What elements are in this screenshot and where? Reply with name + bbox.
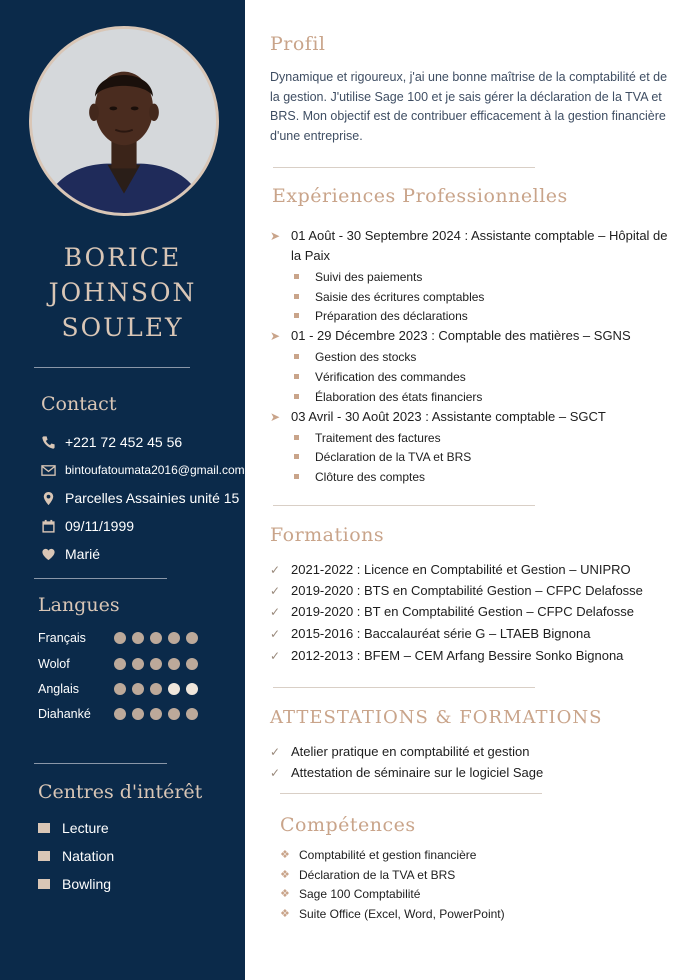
name-line-2: JOHNSON [48, 278, 197, 307]
interest-item [38, 818, 109, 838]
language-level [114, 632, 198, 644]
language-level [114, 708, 198, 720]
square-bullet-icon [294, 394, 299, 399]
diamond-bullet-icon: ❖ [280, 869, 290, 881]
education-item [270, 602, 634, 622]
phone-icon [40, 434, 56, 450]
skill-text: Comptabilité et gestion financière [299, 848, 477, 862]
language-name: Français [38, 631, 86, 645]
name-line-3: SOULEY [61, 313, 184, 342]
level-dot [150, 658, 162, 670]
education-text: 2019-2020 : BT en Comptabilité Gestion – CFPC Delafosse [291, 604, 634, 619]
experience-title: Expériences Professionnelles [272, 185, 568, 207]
language-row [38, 704, 218, 724]
level-dot [168, 632, 180, 644]
divider [273, 687, 535, 688]
level-dot [150, 683, 162, 695]
checkmark-icon: ✓ [270, 563, 281, 577]
square-bullet-icon [294, 435, 299, 440]
level-dot [132, 632, 144, 644]
education-text: 2019-2020 : BTS en Comptabilité Gestion – CFPC Delafosse [291, 583, 643, 598]
interest-label: Bowling [62, 876, 112, 892]
level-dot [114, 632, 126, 644]
level-dot [114, 708, 126, 720]
level-dot [168, 708, 180, 720]
experience-task [294, 268, 422, 286]
level-dot [150, 708, 162, 720]
language-level [114, 683, 198, 695]
interest-item [38, 846, 114, 866]
envelope-icon [40, 462, 56, 478]
heart-icon [40, 546, 56, 562]
task-text: Suivi des paiements [315, 270, 423, 284]
contact-title: Contact [41, 393, 117, 415]
education-text: 2015-2016 : Baccalauréat série G – LTAEB Bignona [291, 626, 591, 641]
experience-task [294, 288, 484, 306]
experience-task [294, 468, 425, 486]
name-line-1: BORICE [63, 243, 182, 272]
level-dot [168, 683, 180, 695]
portrait-image [32, 29, 216, 213]
language-row [38, 679, 218, 699]
experience-heading [270, 407, 680, 427]
task-text: Élaboration des états financiers [315, 390, 483, 404]
square-bullet-icon [294, 454, 299, 459]
task-text: Déclaration de la TVA et BRS [315, 450, 472, 464]
square-bullet-icon [294, 294, 299, 299]
checkmark-icon: ✓ [270, 766, 281, 780]
arrow-icon: ➤ [270, 410, 281, 424]
education-title: Formations [270, 524, 385, 546]
square-bullet-icon [294, 313, 299, 318]
level-dot [132, 708, 144, 720]
languages-title: Langues [38, 594, 120, 616]
contact-email [40, 459, 245, 481]
birthdate-text: 09/11/1999 [65, 518, 135, 534]
interest-label: Lecture [62, 820, 109, 836]
square-bullet-icon [38, 879, 50, 889]
language-level [114, 658, 198, 670]
divider [34, 578, 167, 579]
location-pin-icon [40, 490, 56, 506]
level-dot [186, 658, 198, 670]
education-text: 2021-2022 : Licence en Comptabilité et Gestion – UNIPRO [291, 562, 631, 577]
skills-title: Compétences [280, 814, 416, 836]
level-dot [114, 658, 126, 670]
checkmark-icon: ✓ [270, 584, 281, 598]
square-bullet-icon [294, 354, 299, 359]
status-text: Marié [65, 546, 101, 562]
divider [34, 367, 190, 368]
diamond-bullet-icon: ❖ [280, 908, 290, 920]
experience-task [294, 368, 466, 386]
interest-label: Natation [62, 848, 115, 864]
interests-title: Centres d'intérêt [38, 781, 203, 803]
experience-task [294, 429, 441, 447]
divider [280, 793, 542, 794]
skill-item [280, 885, 420, 904]
level-dot [132, 658, 144, 670]
attestations-title: ATTESTATIONS & FORMATIONS [270, 707, 603, 728]
education-text: 2012-2013 : BFEM – CEM Arfang Bessire Sonko Bignona [291, 648, 624, 663]
education-item [270, 624, 590, 644]
task-text: Vérification des commandes [315, 370, 466, 384]
address-text: Parcelles Assainies unité 15 [65, 490, 240, 506]
attestation-text: Attestation de séminaire sur le logiciel Sage [291, 765, 544, 780]
profile-text: Dynamique et rigoureux, j'ai une bonne maîtrise de la comptabilité et de la gestion. J'utilise Sage 100 et je sais gérer la déclaration de la TVA et BRS. Mon objectif est de contribuer efficacement à la gestion financière d'une entreprise. [270, 70, 668, 143]
sidebar [0, 0, 245, 980]
contact-address [40, 487, 239, 509]
square-bullet-icon [38, 851, 50, 861]
experience-task [294, 307, 468, 325]
experience-heading-text: 03 Avril - 30 Août 2023 : Assistante comptable – SGCT [291, 409, 606, 424]
square-bullet-icon [294, 274, 299, 279]
divider [273, 167, 535, 168]
arrow-icon: ➤ [270, 329, 281, 343]
profile-photo [29, 26, 219, 216]
divider [34, 763, 167, 764]
experience-task [294, 388, 482, 406]
divider [273, 505, 535, 506]
experience-task [294, 348, 416, 366]
level-dot [168, 658, 180, 670]
experience-heading [270, 226, 680, 266]
task-text: Gestion des stocks [315, 350, 417, 364]
education-item [270, 560, 631, 580]
experience-heading-text: 01 Août - 30 Septembre 2024 : Assistante comptable – Hôpital de la Paix [291, 228, 668, 263]
language-row [38, 628, 218, 648]
calendar-icon [40, 518, 56, 534]
level-dot [186, 632, 198, 644]
experience-heading [270, 326, 680, 346]
skill-text: Sage 100 Comptabilité [299, 887, 421, 901]
attestation-text: Atelier pratique en comptabilité et gestion [291, 744, 530, 759]
contact-phone [40, 431, 182, 453]
square-bullet-icon [294, 374, 299, 379]
language-row [38, 654, 218, 674]
contact-birthdate [40, 515, 134, 537]
attestation-item [270, 763, 543, 783]
level-dot [132, 683, 144, 695]
level-dot [186, 683, 198, 695]
skill-item [280, 846, 476, 865]
skill-text: Déclaration de la TVA et BRS [299, 868, 456, 882]
experience-heading-text: 01 - 29 Décembre 2023 : Comptable des matières – SGNS [291, 328, 631, 343]
level-dot [150, 632, 162, 644]
arrow-icon: ➤ [270, 229, 281, 243]
interest-item [38, 874, 111, 894]
square-bullet-icon [294, 474, 299, 479]
skill-item [280, 866, 455, 885]
task-text: Clôture des comptes [315, 470, 426, 484]
experience-task [294, 448, 471, 466]
language-name: Anglais [38, 682, 79, 696]
profile-title: Profil [270, 33, 326, 55]
attestation-item [270, 742, 529, 762]
level-dot [114, 683, 126, 695]
task-text: Traitement des factures [315, 431, 441, 445]
checkmark-icon: ✓ [270, 605, 281, 619]
task-text: Préparation des déclarations [315, 309, 468, 323]
phone-text: +221 72 452 45 56 [65, 434, 183, 450]
square-bullet-icon [38, 823, 50, 833]
level-dot [186, 708, 198, 720]
email-text[interactable]: bintoufatoumata2016@gmail.com [65, 463, 245, 477]
diamond-bullet-icon: ❖ [280, 888, 290, 900]
contact-status [40, 543, 100, 565]
language-name: Diahanké [38, 707, 91, 721]
full-name [0, 240, 245, 345]
language-name: Wolof [38, 657, 70, 671]
education-item [270, 646, 623, 666]
skill-text: Suite Office (Excel, Word, PowerPoint) [299, 907, 505, 921]
checkmark-icon: ✓ [270, 745, 281, 759]
diamond-bullet-icon: ❖ [280, 849, 290, 861]
education-item [270, 581, 643, 601]
checkmark-icon: ✓ [270, 649, 281, 663]
skill-item [280, 905, 505, 924]
task-text: Saisie des écritures comptables [315, 290, 485, 304]
checkmark-icon: ✓ [270, 627, 281, 641]
